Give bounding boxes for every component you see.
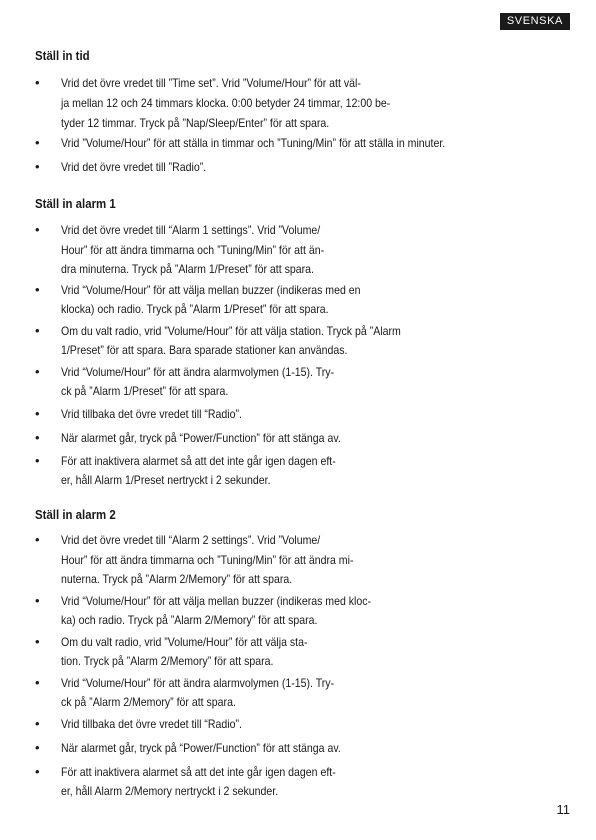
language-badge: SVENSKA xyxy=(500,13,570,30)
list-item-line: För att inaktivera alarmet så att det inte går igen dagen eft- xyxy=(61,454,336,468)
list-item-line: Vrid “Volume/Hour” för att ändra alarmvolymen (1-15). Try- xyxy=(61,365,335,379)
list-item-line: dra minuterna. Tryck på ”Alarm 1/Preset” för att spara. xyxy=(61,262,314,276)
bullet-icon: • xyxy=(35,430,40,445)
bullet-icon: • xyxy=(35,282,40,297)
list-item-line: När alarmet går, tryck på “Power/Function” för att stänga av. xyxy=(61,431,341,445)
bullet-icon: • xyxy=(35,222,40,237)
list-item-line: När alarmet går, tryck på “Power/Function” för att stänga av. xyxy=(61,741,341,755)
bullet-icon: • xyxy=(35,764,40,779)
list-item-line: ck på ”Alarm 1/Preset” för att spara. xyxy=(61,384,229,398)
list-item-line: ck på ”Alarm 2/Memory” för att spara. xyxy=(61,695,236,709)
list-item-line: tyder 12 timmar. Tryck på ”Nap/Sleep/Enter” för att spara. xyxy=(61,116,330,130)
list-item-line: Vrid det övre vredet till ”Radio”. xyxy=(61,160,207,174)
list-item-line: Vrid “Volume/Hour” för att välja mellan buzzer (indikeras med en xyxy=(61,283,361,297)
bullet-icon: • xyxy=(35,135,40,150)
bullet-icon: • xyxy=(35,675,40,690)
bullet-icon: • xyxy=(35,716,40,731)
list-item-line: Vrid det övre vredet till “Alarm 2 settings”. Vrid ”Volume/ xyxy=(61,533,321,547)
bullet-icon: • xyxy=(35,453,40,468)
list-item-line: Hour” för att ändra timmarna och ”Tuning/Min” för att ändra mi- xyxy=(61,553,354,567)
bullet-icon: • xyxy=(35,593,40,608)
list-item-line: ka) och radio. Tryck på ”Alarm 2/Memory” för att spara. xyxy=(61,613,318,627)
list-item-line: klocka) och radio. Tryck på ”Alarm 1/Preset” för att spara. xyxy=(61,302,329,316)
bullet-icon: • xyxy=(35,532,40,547)
list-item-line: Vrid ”Volume/Hour” för att ställa in timmar och ”Tuning/Min” för att ställa in minuter. xyxy=(61,136,446,150)
list-item-line: Hour” för att ändra timmarna och ”Tuning/Min” för att än- xyxy=(61,243,325,257)
list-item-line: nuterna. Tryck på ”Alarm 2/Memory” för att spara. xyxy=(61,572,293,586)
list-item-line: ja mellan 12 och 24 timmars klocka. 0:00 betyder 24 timmar, 12:00 be- xyxy=(61,96,391,110)
bullet-icon: • xyxy=(35,740,40,755)
list-item-line: Vrid tillbaka det övre vredet till “Radio”. xyxy=(61,407,242,421)
bullet-icon: • xyxy=(35,323,40,338)
list-item-line: er, håll Alarm 1/Preset nertryckt i 2 sekunder. xyxy=(61,473,271,487)
list-item-line: Vrid tillbaka det övre vredet till “Radio”. xyxy=(61,717,242,731)
list-item-line: tion. Tryck på ”Alarm 2/Memory” för att spara. xyxy=(61,654,274,668)
list-item-line: Vrid “Volume/Hour” för att välja mellan buzzer (indikeras med kloc- xyxy=(61,594,372,608)
list-item-line: er, håll Alarm 2/Memory nertryckt i 2 sekunder. xyxy=(61,784,279,798)
bullet-icon: • xyxy=(35,634,40,649)
list-item-line: Vrid det övre vredet till ”Time set”. Vrid ”Volume/Hour” för att väl- xyxy=(61,76,361,90)
list-item-line: Om du valt radio, vrid ”Volume/Hour” för att välja sta- xyxy=(61,635,308,649)
list-item-line: Vrid “Volume/Hour” för att ändra alarmvolymen (1-15). Try- xyxy=(61,676,335,690)
list-item-line: Om du valt radio, vrid ”Volume/Hour” för att välja station. Tryck på ”Alarm xyxy=(61,324,401,338)
page-number: 11 xyxy=(556,802,570,817)
section-title: Ställ in alarm 2 xyxy=(35,507,116,522)
bullet-icon: • xyxy=(35,75,40,90)
bullet-icon: • xyxy=(35,159,40,174)
section-title: Ställ in tid xyxy=(35,48,90,63)
bullet-icon: • xyxy=(35,364,40,379)
list-item-line: Vrid det övre vredet till “Alarm 1 settings”. Vrid ”Volume/ xyxy=(61,223,321,237)
bullet-icon: • xyxy=(35,406,40,421)
list-item-line: 1/Preset” för att spara. Bara sparade stationer kan användas. xyxy=(61,343,348,357)
section-title: Ställ in alarm 1 xyxy=(35,196,116,211)
list-item-line: För att inaktivera alarmet så att det inte går igen dagen eft- xyxy=(61,765,336,779)
